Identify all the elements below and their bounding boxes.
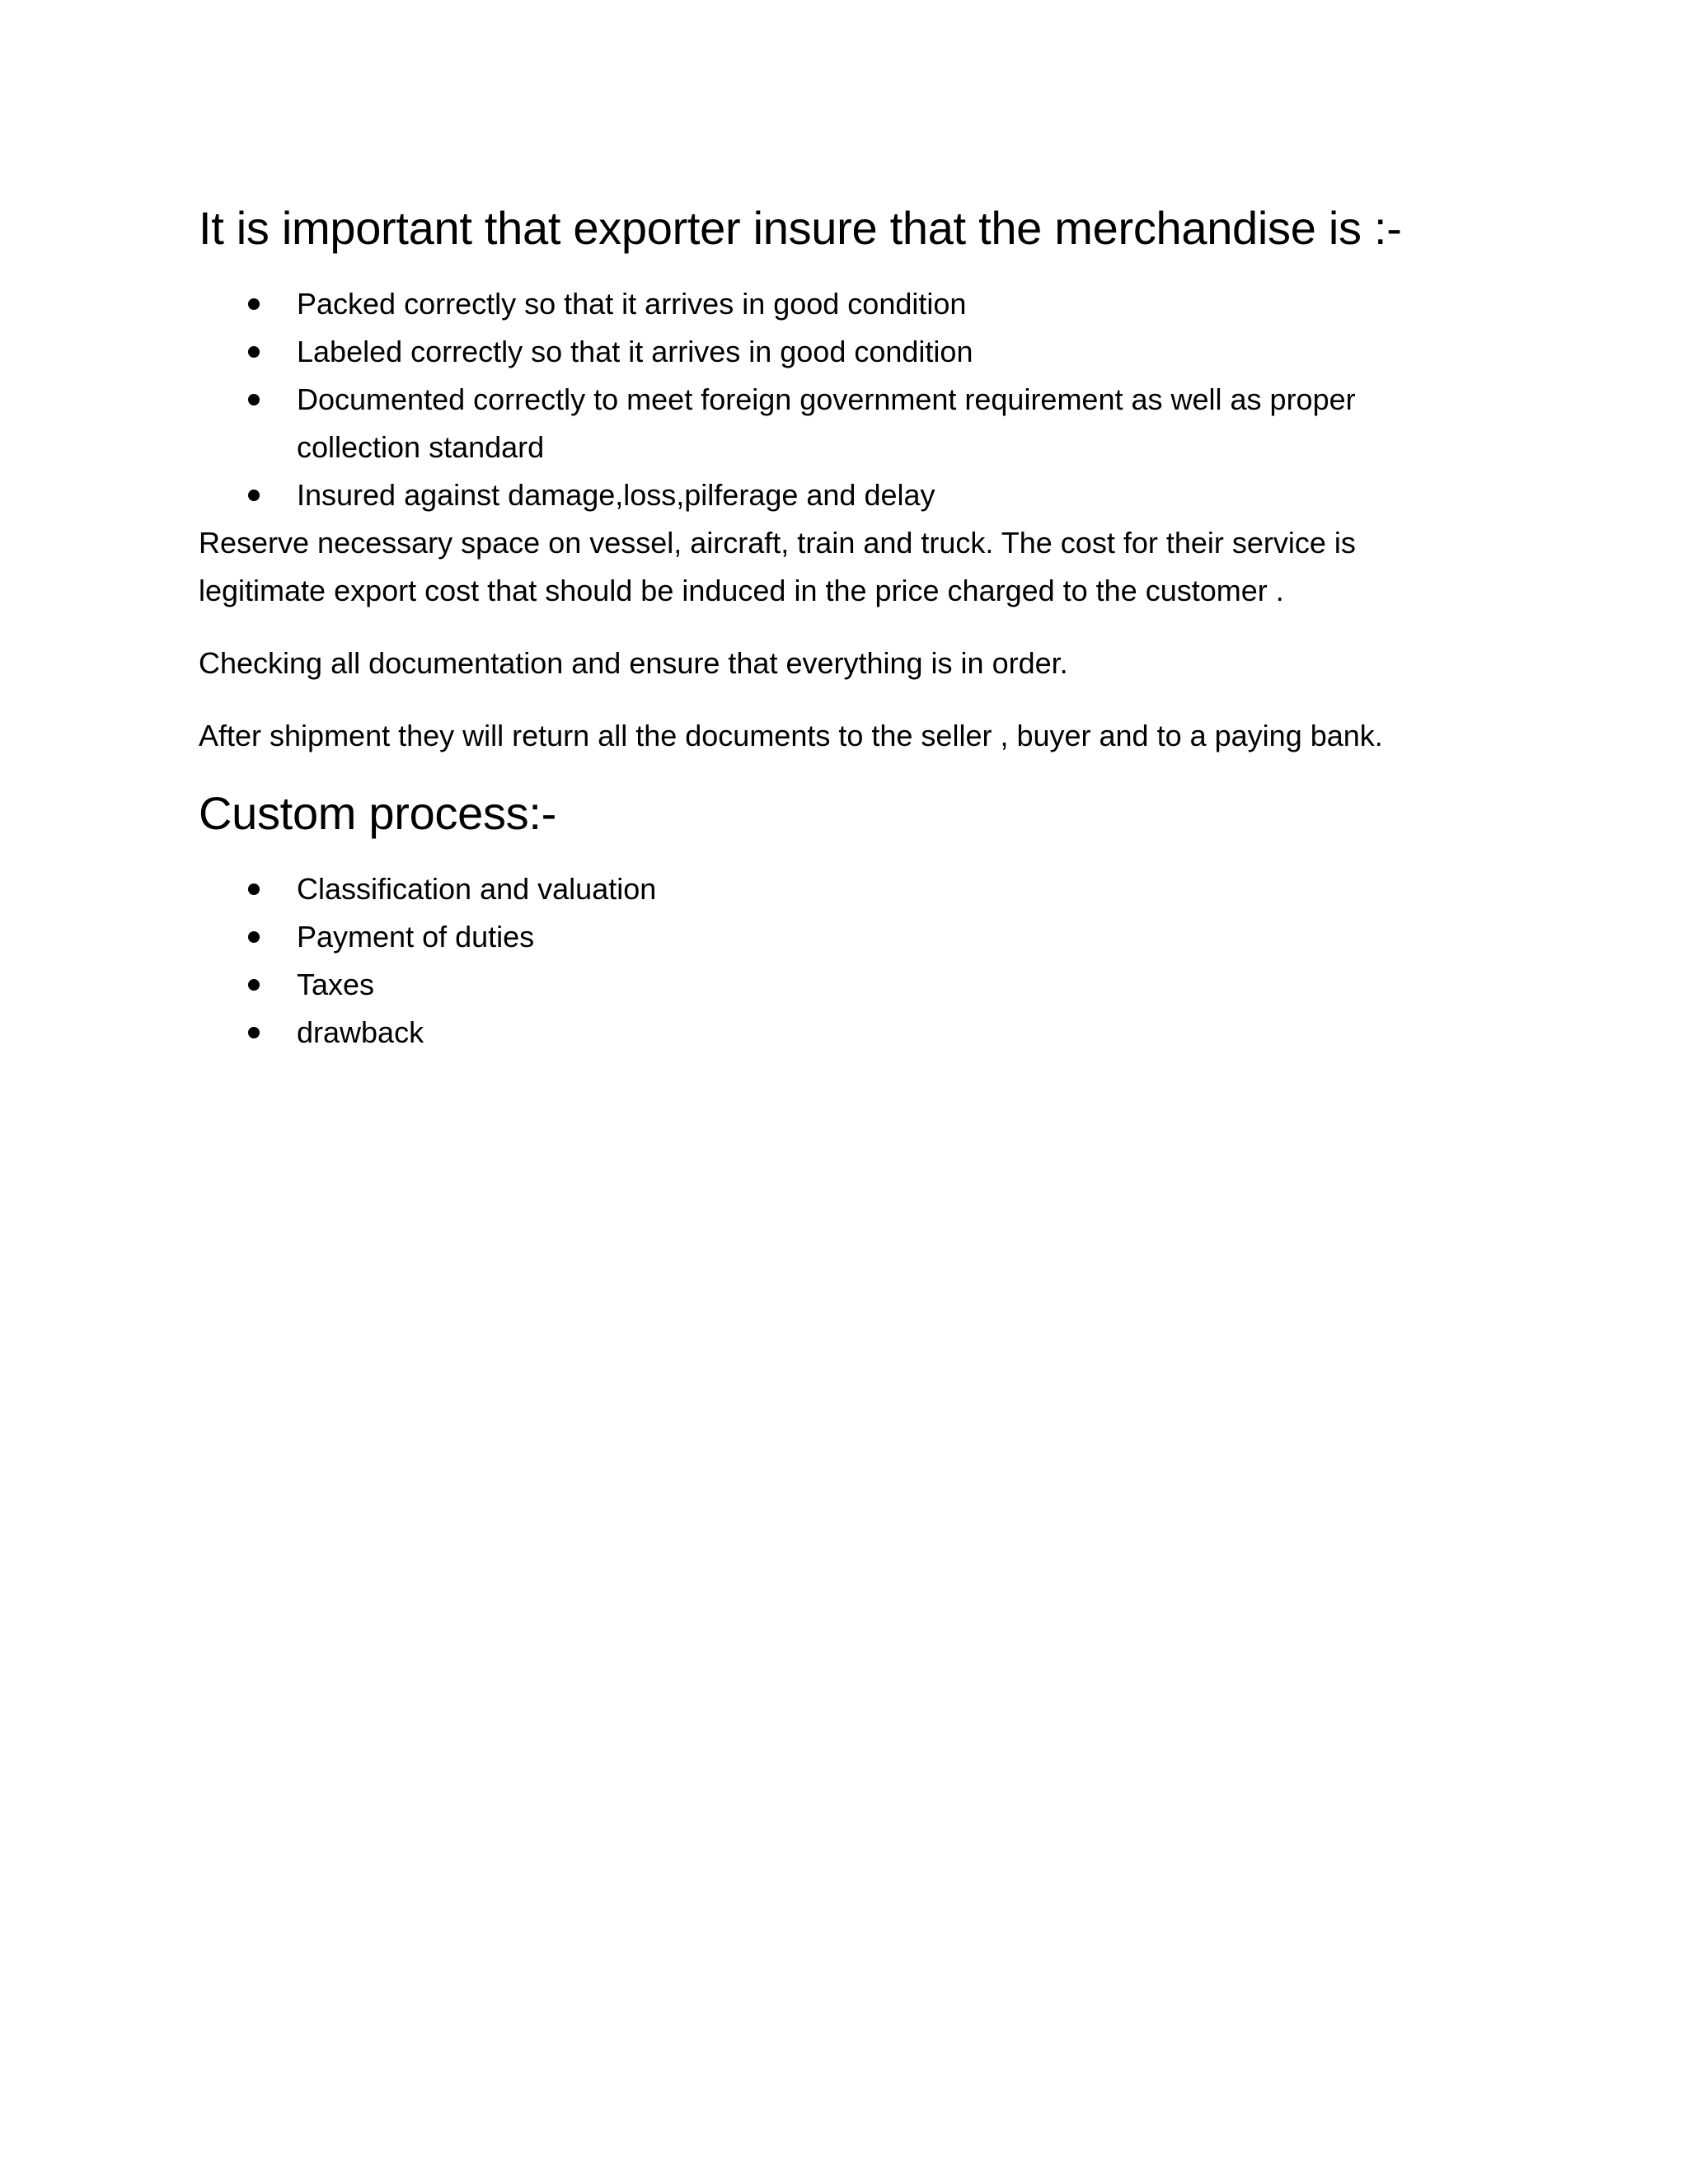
- merchandise-bullet-list: [199, 280, 1484, 519]
- bullet-icon: [248, 883, 260, 895]
- bullet-icon: [248, 1027, 260, 1038]
- list-item: [199, 280, 1484, 328]
- list-item: [199, 1009, 1484, 1057]
- list-item-text: Insured against damage,loss,pilferage and delay: [297, 478, 935, 512]
- list-item: [199, 471, 1484, 519]
- list-item: [199, 913, 1484, 961]
- bullet-icon: [248, 490, 260, 501]
- bullet-icon: [248, 394, 260, 405]
- list-item-text: Taxes: [297, 968, 375, 1001]
- list-item-text: Documented correctly to meet foreign government requirement as well as proper collection standard: [297, 382, 1356, 464]
- bullet-icon: [248, 931, 260, 943]
- bullet-icon: [248, 298, 260, 310]
- section-heading-custom-process: Custom process:-: [199, 787, 556, 839]
- custom-process-bullet-list: [199, 865, 1484, 1057]
- list-item: [199, 865, 1484, 913]
- list-item-text: Classification and valuation: [297, 872, 657, 906]
- list-item-text: Labeled correctly so that it arrives in good condition: [297, 335, 973, 368]
- bullet-icon: [248, 346, 260, 358]
- paragraph-checking-documentation: Checking all documentation and ensure that everything is in order.: [199, 646, 1068, 680]
- paragraph-after-shipment: After shipment they will return all the documents to the seller , buyer and to a paying bank.: [199, 719, 1383, 752]
- list-item-text: Packed correctly so that it arrives in good condition: [297, 287, 967, 321]
- bullet-icon: [248, 979, 260, 991]
- list-item: [199, 328, 1484, 376]
- list-item: [199, 961, 1484, 1009]
- list-item: [199, 376, 1484, 471]
- page-content: [199, 198, 1484, 1057]
- list-item-text: Payment of duties: [297, 920, 535, 954]
- section-heading-merchandise: It is important that exporter insure that the merchandise is :-: [199, 202, 1402, 254]
- paragraph-reserve-space: Reserve necessary space on vessel, aircraft, train and truck. The cost for their service is legitimate export cost that should be induced in the price charged to the customer .: [199, 526, 1356, 607]
- list-item-text: drawback: [297, 1015, 424, 1049]
